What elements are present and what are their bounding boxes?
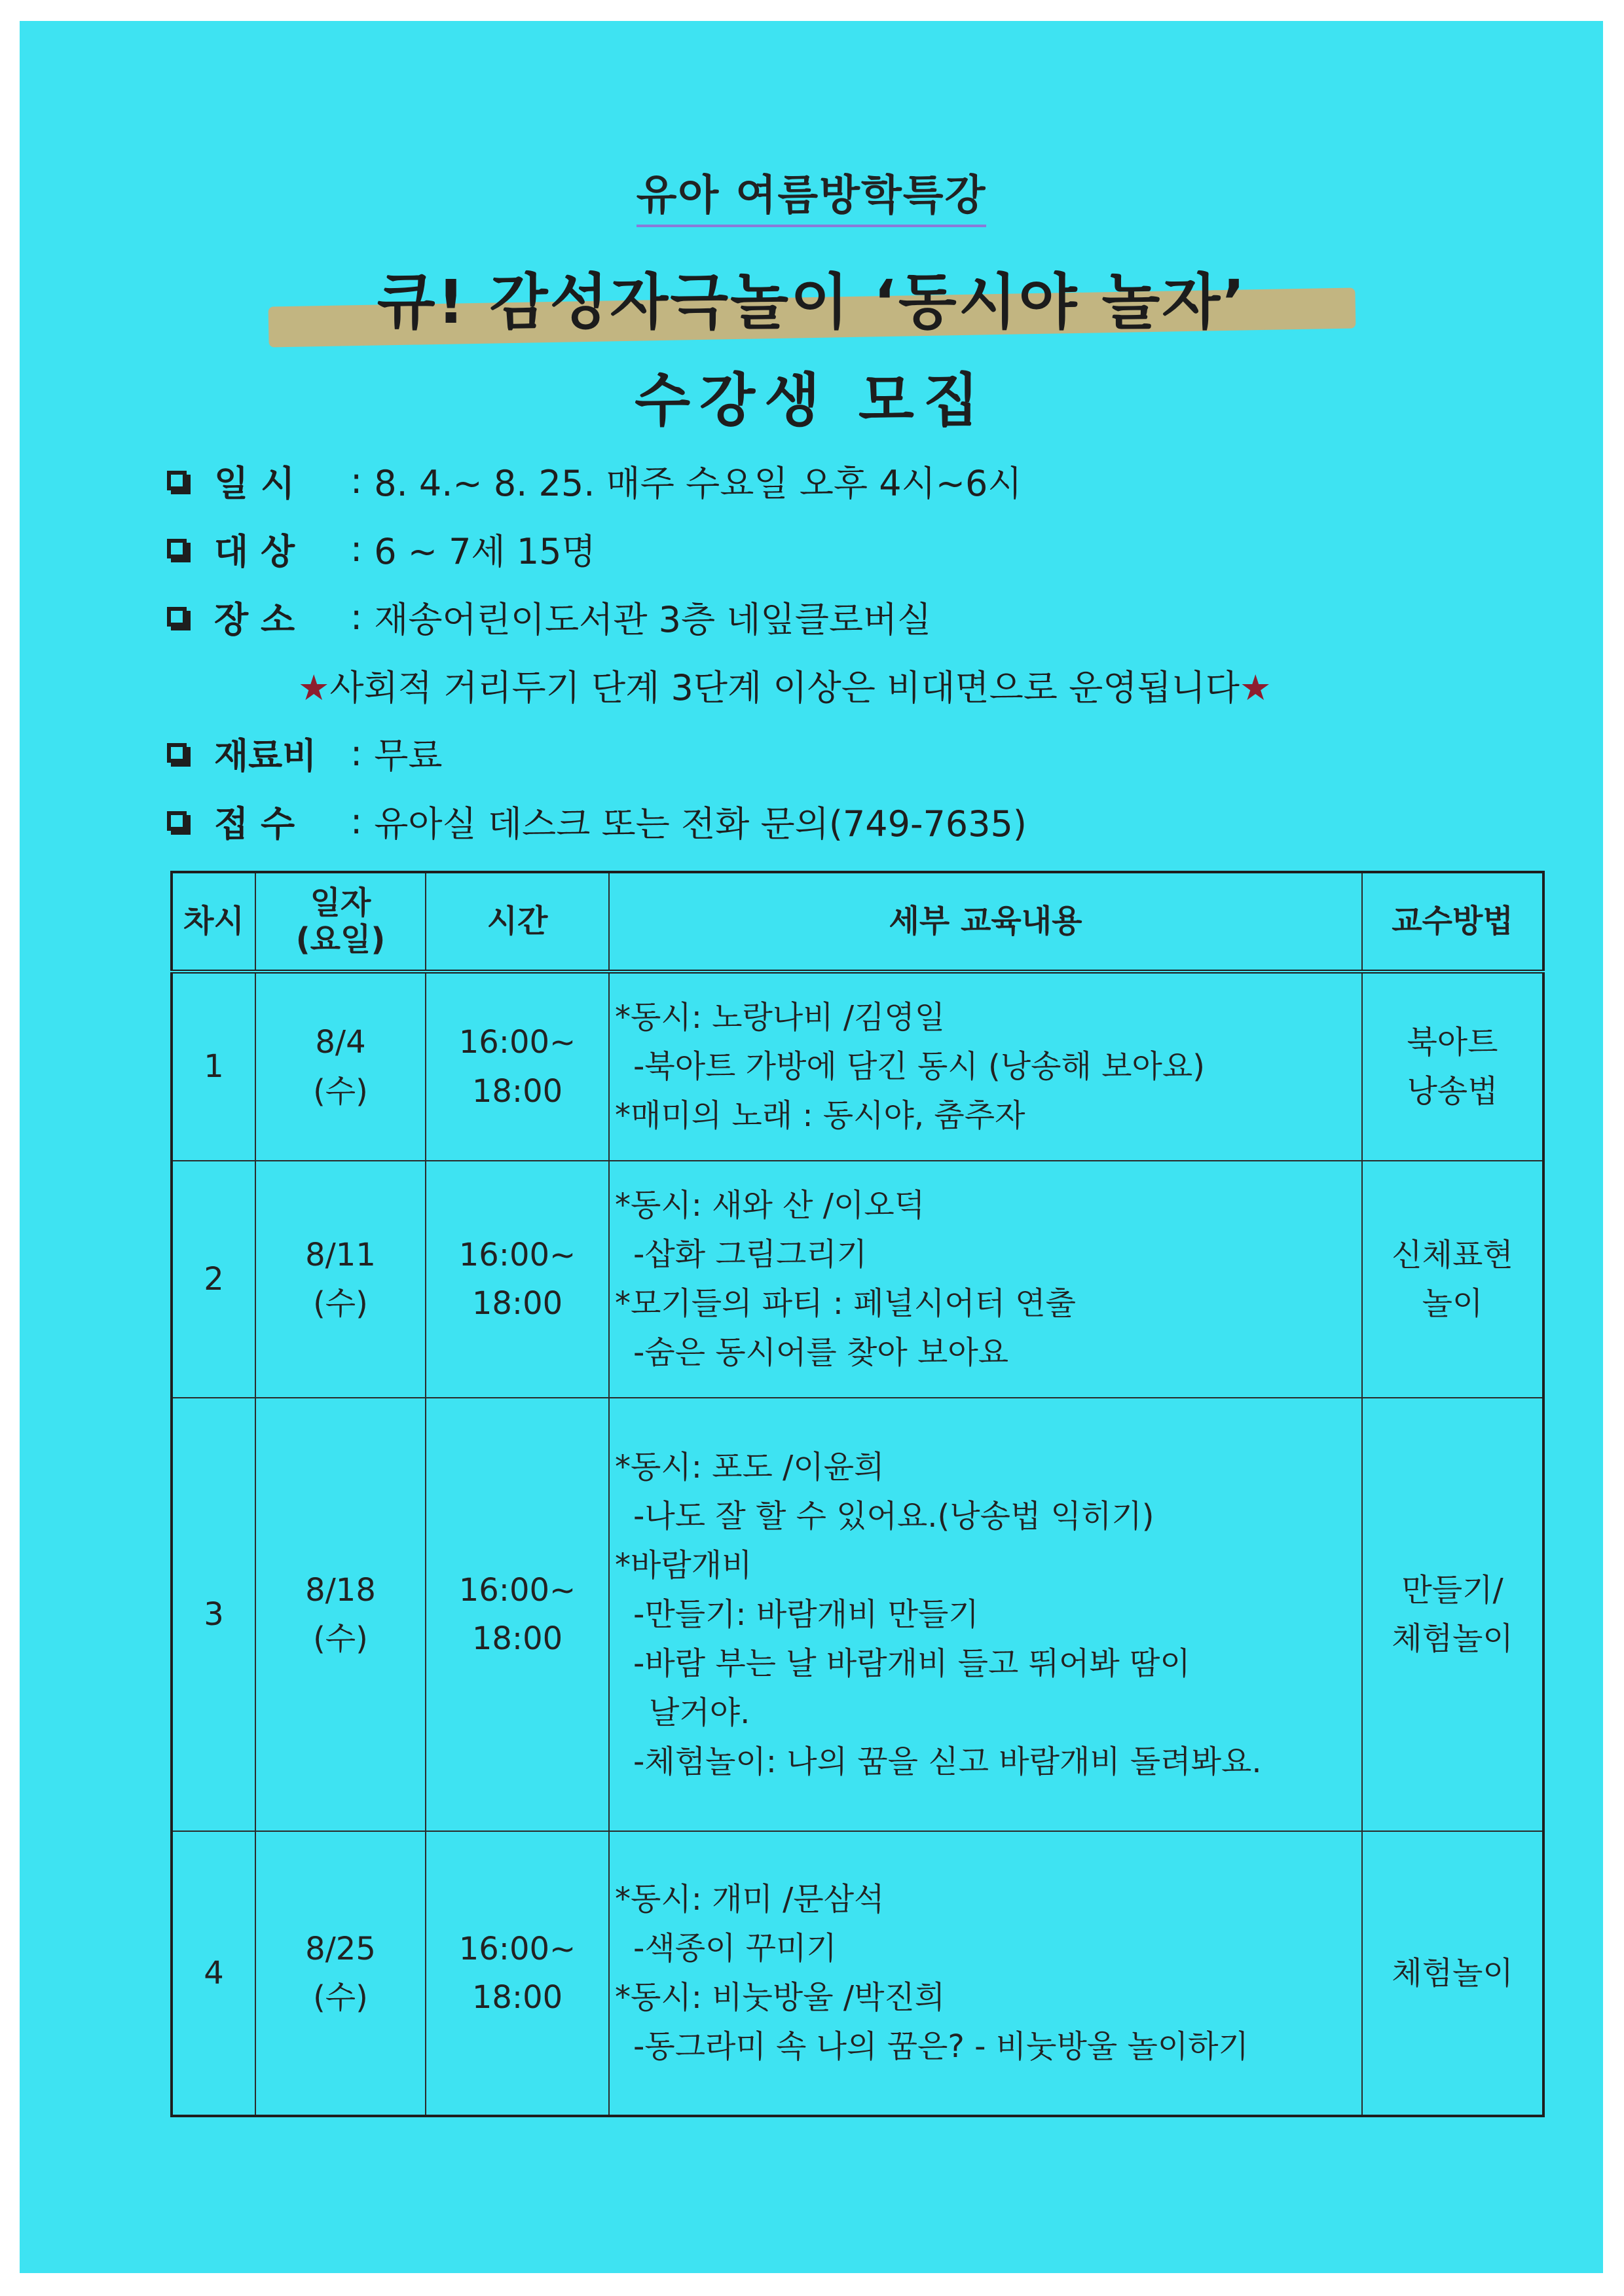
time-cell xyxy=(426,1398,609,1831)
header-time: 시간 xyxy=(426,872,609,972)
time-cell xyxy=(426,972,609,1161)
checkbox-icon xyxy=(167,743,187,763)
content-line: *모기들의 파티 : 페널시어터 연출 xyxy=(615,1285,1076,1322)
star-icon: ★ xyxy=(298,666,330,708)
content-line: -숨은 동시어를 찾아 보아요 xyxy=(633,1334,1009,1371)
header-date: 일자 (요일) xyxy=(255,872,426,972)
info-row-place xyxy=(167,583,1477,651)
method-line: 놀이 xyxy=(1422,1285,1483,1322)
info-row-target xyxy=(167,515,1477,583)
method-line: 낭송법 xyxy=(1407,1072,1498,1110)
day-value: (수) xyxy=(313,1979,368,2016)
content-cell xyxy=(609,1161,1362,1398)
day-value: (수) xyxy=(313,1620,368,1657)
content-line: 날거야. xyxy=(649,1694,750,1731)
header xyxy=(20,162,1603,227)
info-value: 무료 xyxy=(374,735,443,776)
day-value: (수) xyxy=(313,1285,368,1322)
table-row xyxy=(172,1831,1543,2116)
content-line: *매미의 노래 : 동시야, 춤추자 xyxy=(615,1097,1025,1134)
header-method: 교수방법 xyxy=(1362,872,1543,972)
notice-text: ★사회적 거리두기 단계 3단계 이상은 비대면으로 운영됩니다★ xyxy=(298,666,1272,708)
content-line: *바람개비 xyxy=(615,1546,752,1584)
content-line: -삽화 그림그리기 xyxy=(633,1236,868,1273)
session-cell: 4 xyxy=(172,1831,255,2116)
info-label: 장 소 xyxy=(214,598,295,640)
info-row-apply xyxy=(167,787,1477,855)
checkbox-icon xyxy=(167,811,187,831)
date-cell xyxy=(255,1161,426,1398)
info-label: 접 수 xyxy=(214,803,295,845)
method-cell xyxy=(1362,1831,1543,2116)
date-value: 8/4 xyxy=(315,1024,366,1061)
colon-separator: : xyxy=(350,528,363,570)
content-line: *동시: 새와 산 /이오덕 xyxy=(615,1187,925,1224)
time-cell xyxy=(426,1161,609,1398)
method-cell xyxy=(1362,1398,1543,1831)
distancing-notice xyxy=(167,651,1477,719)
info-label: 대 상 xyxy=(214,530,295,572)
time-end: 18:00 xyxy=(471,1979,563,2016)
checkbox-icon xyxy=(167,607,187,627)
info-value: 6 ~ 7세 15명 xyxy=(374,530,596,572)
table-row xyxy=(172,1161,1543,1398)
colon-separator: : xyxy=(350,800,363,842)
date-value: 8/11 xyxy=(305,1236,376,1273)
method-line: 북아트 xyxy=(1407,1024,1498,1061)
content-line: *동시: 포도 /이윤희 xyxy=(615,1448,885,1485)
content-line: -북아트 가방에 담긴 동시 (낭송해 보아요) xyxy=(633,1048,1205,1085)
time-start: 16:00~ xyxy=(458,1571,576,1609)
content-line: -바람 부는 날 바람개비 들고 뛰어봐 땀이 xyxy=(633,1645,1190,1682)
content-line: *동시: 노랑나비 /김영일 xyxy=(615,999,946,1036)
day-value: (수) xyxy=(313,1072,368,1110)
method-cell xyxy=(1362,1161,1543,1398)
info-value: 유아실 데스크 또는 전화 문의(749-7635) xyxy=(374,803,1027,845)
table-row xyxy=(172,1398,1543,1831)
content-cell xyxy=(609,1398,1362,1831)
content-line: -색종이 꾸미기 xyxy=(633,1930,837,1967)
info-label: 재료비 xyxy=(214,735,317,776)
time-start: 16:00~ xyxy=(458,1236,576,1273)
date-cell xyxy=(255,1831,426,2116)
table-row xyxy=(172,972,1543,1161)
session-cell: 1 xyxy=(172,972,255,1161)
date-value: 8/18 xyxy=(305,1571,376,1609)
info-row-date xyxy=(167,446,1477,515)
time-cell xyxy=(426,1831,609,2116)
date-cell xyxy=(255,972,426,1161)
method-line: 만들기/ xyxy=(1401,1571,1504,1609)
content-cell xyxy=(609,972,1362,1161)
content-cell xyxy=(609,1831,1362,2116)
schedule-table xyxy=(170,871,1545,2117)
content-line: -나도 잘 할 수 있어요.(낭송법 익히기) xyxy=(633,1497,1154,1535)
info-value: 재송어린이도서관 3층 네잎클로버실 xyxy=(374,598,932,640)
session-cell: 2 xyxy=(172,1161,255,1398)
header-content: 세부 교육내용 xyxy=(609,872,1362,972)
date-value: 8/25 xyxy=(305,1930,376,1967)
session-cell: 3 xyxy=(172,1398,255,1831)
header-session: 차시 xyxy=(172,872,255,972)
method-line: 신체표현 xyxy=(1392,1236,1513,1273)
info-label: 일 시 xyxy=(214,462,295,504)
time-start: 16:00~ xyxy=(458,1930,576,1967)
content-line: -만들기: 바람개비 만들기 xyxy=(633,1595,979,1633)
flyer-sheet xyxy=(20,21,1603,2273)
time-start: 16:00~ xyxy=(458,1024,576,1061)
content-line: *동시: 개미 /문삼석 xyxy=(615,1881,885,1918)
title-block xyxy=(255,257,1369,348)
subtitle: 유아 여름방학특강 xyxy=(637,162,987,227)
colon-separator: : xyxy=(350,460,363,501)
colon-separator: : xyxy=(350,596,363,638)
info-row-fee xyxy=(167,719,1477,787)
checkbox-icon xyxy=(167,471,187,490)
star-icon: ★ xyxy=(1239,666,1272,708)
content-line: -동그라미 속 나의 꿈은? - 비눗방울 놀이하기 xyxy=(633,2028,1249,2065)
time-end: 18:00 xyxy=(471,1620,563,1657)
time-end: 18:00 xyxy=(471,1285,563,1322)
method-cell xyxy=(1362,972,1543,1161)
method-line: 체험놀이 xyxy=(1392,1954,1513,1992)
recruit-heading: 수강생 모집 xyxy=(635,367,988,434)
time-end: 18:00 xyxy=(471,1072,563,1110)
info-list xyxy=(167,446,1477,855)
page-title: 큐! 감성자극놀이 ‘동시야 놀자’ xyxy=(377,267,1247,337)
info-value: 8. 4.~ 8. 25. 매주 수요일 오후 4시~6시 xyxy=(374,462,1022,504)
content-line: -체험놀이: 나의 꿈을 싣고 바람개비 돌려봐요. xyxy=(633,1743,1262,1780)
checkbox-icon xyxy=(167,539,187,558)
date-cell xyxy=(255,1398,426,1831)
colon-separator: : xyxy=(350,732,363,774)
table-header-row xyxy=(172,872,1543,972)
method-line: 체험놀이 xyxy=(1392,1620,1513,1657)
content-line: *동시: 비눗방울 /박진희 xyxy=(615,1979,946,2016)
